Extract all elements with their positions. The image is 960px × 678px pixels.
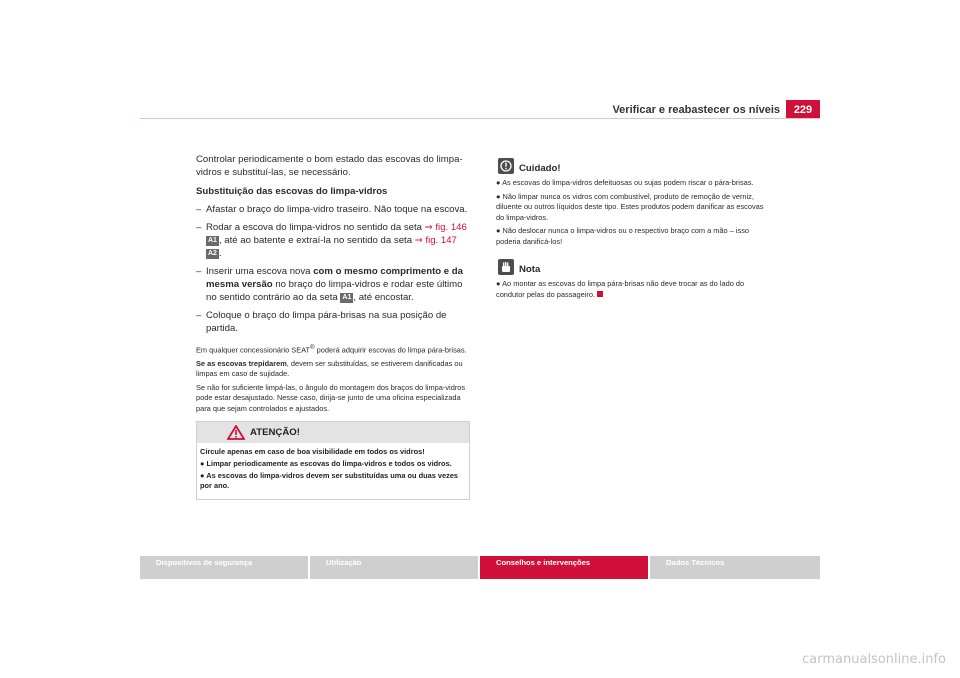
note-text: , devem ser substituídas, se estiverem danificadas ou limpas em caso de sujidade. <box>196 358 463 379</box>
caution-bullet: ● As escovas do limpa-vidros defeituosas ou sujas podem riscar o pára-brisas. <box>496 178 754 187</box>
warning-triangle-icon <box>227 425 245 440</box>
end-square-icon <box>597 291 603 297</box>
note-text: poderá adquirir escovas do limpa pára-brisas. <box>314 345 467 355</box>
header-divider <box>140 118 820 119</box>
note-title: Nota <box>519 263 541 275</box>
note-bullet-text: Ao montar as escovas do limpa pára-brisas não deve trocar as do lado do condutor pelas do passageiro. <box>496 279 745 299</box>
note-paragraph <box>196 359 472 380</box>
registered-mark: ® <box>310 344 315 351</box>
note-emphasis: Se as escovas trepidarem <box>196 358 287 368</box>
warning-title: ATENÇÃO! <box>250 427 300 439</box>
note-text: Em qualquer concessionário SEAT <box>196 345 311 355</box>
step-text: , até ao batente e extraí-la no sentido da seta <box>218 235 415 246</box>
footer-tab-utilizacao[interactable]: Utilização <box>310 556 478 579</box>
step-dash: – <box>196 266 202 277</box>
note-paragraph <box>196 383 472 415</box>
warning-intro: Circule apenas em caso de boa visibilidade em todos os vidros! <box>200 447 425 457</box>
warning-header <box>197 422 469 443</box>
figure-reference-link[interactable]: ⇒ fig. 147 <box>414 235 457 246</box>
step-item <box>196 221 472 260</box>
step-text: no braço do limpa-vidros e rodar este último no sentido contrário ao da seta <box>206 279 463 303</box>
note-hand-icon <box>498 259 514 275</box>
note-bullet: ● Ao montar as escovas do limpa pára-brisas não deve trocar as do lado do condutor pelas do passageiro. <box>496 279 745 299</box>
callout-badge: A1 <box>342 294 352 301</box>
step-item <box>196 203 472 216</box>
note-text: Se não for suficiente limpá-las, o ângulo do montagem dos braços do limpa-vidros pode estar desajustado. Nesse caso, dirija-se junto de uma oficina especializada para que sejam controlados e ajustados. <box>196 382 466 413</box>
watermark-text: carmanualsonline.info <box>802 652 946 667</box>
step-text: , até encostar. <box>353 292 414 303</box>
step-dash: – <box>196 222 202 233</box>
caution-bullet-text: Não limpar nunca os vidros com combustível, produto de remoção de verniz, diluente ou outros líquidos deste tipo. Estes produtos podem danificar as escovas do limpa-vidros. <box>496 191 764 222</box>
step-text: . <box>218 248 222 259</box>
caution-title: Cuidado! <box>519 162 561 174</box>
callout-badge: A2 <box>208 250 217 257</box>
warning-box <box>196 421 470 500</box>
right-column <box>496 158 772 303</box>
footer-tab-dispositivos[interactable]: Dispositivos de segurança <box>140 556 308 579</box>
figure-reference-link[interactable]: ⇒ fig. 146 <box>424 222 467 233</box>
warning-bullet: ● Limpar periodicamente as escovas do limpa-vidros e todos os vidros. <box>200 459 452 469</box>
step-text: Coloque o braço do limpa pára-brisas na sua posição de partida. <box>206 310 447 334</box>
left-column <box>196 153 472 500</box>
page-header-title: Verificar e reabastecer os níveis <box>612 104 780 116</box>
note-paragraph <box>196 343 472 356</box>
step-emphasis: com o mesmo comprimento e da mesma versão <box>206 266 463 290</box>
caution-bullet: ● Não deslocar nunca o limpa-vidros ou o respectivo braço com a mão – isso poderia danificá-los! <box>496 226 750 246</box>
section-heading: Substituição das escovas do limpa-vidros <box>196 186 388 197</box>
step-text: Inserir uma escova nova <box>206 266 314 277</box>
footer-tab-conselhos[interactable]: Conselhos e intervenções <box>480 556 648 579</box>
step-dash: – <box>196 310 202 321</box>
caution-bullet-text: Não deslocar nunca o limpa-vidros ou o respectivo braço com a mão – isso poderia danificá-los! <box>496 226 750 246</box>
caution-bullet: ● Não limpar nunca os vidros com combustível, produto de remoção de verniz, diluente ou outros líquidos deste tipo. Estes produtos podem danificar as escovas do limpa-vidros. <box>496 191 764 222</box>
warning-bullet-text: Limpar periodicamente as escovas do limpa-vidros e todos os vidros. <box>206 459 452 469</box>
caution-exclamation-icon <box>498 158 514 174</box>
warning-bullet-text: As escovas do limpa-vidros devem ser substituídas uma ou duas vezes por ano. <box>200 471 459 491</box>
step-item <box>196 309 472 335</box>
step-text: Afastar o braço do limpa-vidro traseiro. Não toque na escova. <box>206 204 468 215</box>
footer-tab-dados-tecnicos[interactable]: Dados Técnicos <box>650 556 820 579</box>
step-dash: – <box>196 204 202 215</box>
page-number: 229 <box>786 100 820 119</box>
intro-paragraph: Controlar periodicamente o bom estado das escovas do limpa-vidros e substituí-las, se necessário. <box>196 154 463 178</box>
warning-body <box>197 443 469 499</box>
callout-badge: A1 <box>208 237 217 244</box>
note-header <box>496 259 772 275</box>
caution-header <box>496 158 772 174</box>
step-item <box>196 265 472 304</box>
caution-bullet-text: As escovas do limpa-vidros defeituosas ou sujas podem riscar o pára-brisas. <box>502 178 754 187</box>
warning-bullet: ● As escovas do limpa-vidros devem ser substituídas uma ou duas vezes por ano. <box>200 471 459 491</box>
step-text: Rodar a escova do limpa-vidros no sentido da seta <box>206 222 425 233</box>
